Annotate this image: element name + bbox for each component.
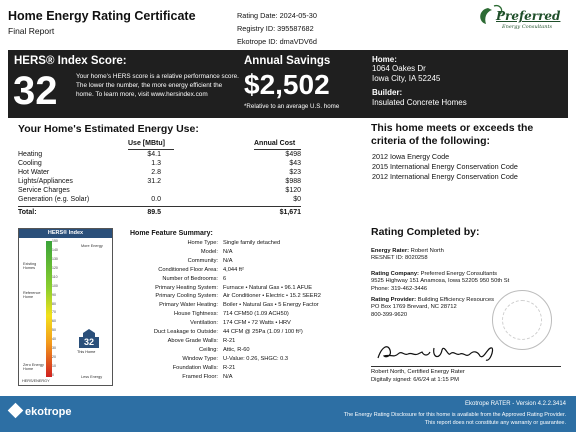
table-row xyxy=(18,169,301,178)
row-label: Cooling xyxy=(18,160,42,167)
table-row xyxy=(18,196,301,205)
ekotrope-mark-icon xyxy=(8,403,24,419)
feature-key: Duct Leakage to Outside: xyxy=(153,329,218,335)
logo-sub: Energy Consultants xyxy=(502,24,553,30)
feature-row xyxy=(130,302,330,311)
feature-value: 6 xyxy=(223,275,227,282)
feature-value: 44 CFM @ 25Pa (1.09 / 100 ft²) xyxy=(223,329,303,335)
feature-row xyxy=(130,329,330,338)
total-label: Total: xyxy=(18,209,37,216)
ekotrope-id: Ekotrope ID: dmaVDV6d xyxy=(237,37,317,46)
signer-name: Robert North, Certified Energy Rater xyxy=(371,369,465,375)
ekotrope-logo xyxy=(10,405,71,418)
feature-summary-heading: Home Feature Summary: xyxy=(130,230,213,237)
reference-home-label: Reference Home xyxy=(23,291,41,299)
row-cost: $498 xyxy=(285,151,301,158)
builder-name: Insulated Concrete Homes xyxy=(372,98,467,107)
table-row xyxy=(18,187,301,196)
feature-key: Primary Water Heating: xyxy=(159,302,218,309)
feature-value: 714 CFM50 (1.09 ACH50) xyxy=(223,311,289,318)
rater-label: Energy Rater: xyxy=(371,248,410,254)
feature-value: N/A xyxy=(223,248,233,255)
row-use: 31.2 xyxy=(147,178,161,185)
col-use-rule xyxy=(128,149,174,150)
company-phone: Phone: 319-462-3446 xyxy=(371,285,428,292)
total-use: 89.5 xyxy=(147,209,161,216)
signature-line xyxy=(371,366,561,367)
rater-block xyxy=(371,248,444,263)
provider-block xyxy=(371,297,494,319)
hers-tick-label: 10 xyxy=(52,364,56,369)
feature-value: U-Value: 0.26, SHGC: 0.3 xyxy=(223,355,289,362)
row-label: Heating xyxy=(18,151,43,158)
feature-row xyxy=(130,293,330,302)
feature-row xyxy=(130,356,330,365)
hers-tick-label: 130 xyxy=(52,256,58,261)
rater-signature xyxy=(376,340,516,364)
feature-key: Conditioned Floor Area: xyxy=(158,266,218,273)
builder-heading: Builder: xyxy=(372,88,403,97)
address-line-2: Iowa City, IA 52245 xyxy=(372,73,441,83)
hers-tick-label: 120 xyxy=(52,265,58,270)
page-title: Home Energy Rating Certificate xyxy=(8,9,196,23)
feature-key: Framed Floor: xyxy=(182,373,218,380)
company-address: 9525 Highway 151 Anamosa, Iowa 52205 950 50th St xyxy=(371,278,510,285)
feature-row xyxy=(130,320,330,329)
total-row xyxy=(18,209,301,218)
hers-tick-label: 70 xyxy=(52,310,56,315)
feature-value: Furnace • Natural Gas • 96.1 AFUE xyxy=(223,284,313,291)
row-label: Generation (e.g. Solar) xyxy=(18,196,90,203)
ekotrope-brand: ekotrope xyxy=(25,406,72,418)
hers-graphic-footnote: HERS/ENERGY xyxy=(22,379,50,383)
col-cost-header: Annual Cost xyxy=(254,140,296,147)
hers-tick-label: 60 xyxy=(52,319,56,324)
existing-homes-label: Existing Homes xyxy=(23,262,37,270)
table-row xyxy=(18,178,301,187)
rating-heading: Rating Completed by: xyxy=(371,226,480,238)
table-row xyxy=(18,151,301,160)
company-name: Preferred Energy Consultants xyxy=(420,271,497,277)
feature-row xyxy=(130,276,330,285)
criteria-item: 2012 Iowa Energy Code xyxy=(372,152,450,161)
more-energy-label: More Energy xyxy=(81,244,103,248)
feature-key: Community: xyxy=(187,257,218,264)
col-use-header: Use [MBtu] xyxy=(128,140,165,147)
row-cost: $120 xyxy=(285,187,301,194)
feature-value: R-21 xyxy=(223,337,236,344)
row-cost: $0 xyxy=(293,196,301,203)
hers-tick-label: 40 xyxy=(52,337,56,342)
footer-note-2: This report does not constitute any warranty or guarantee. xyxy=(424,420,566,426)
hers-graphic-title: HERS® Index xyxy=(19,229,112,238)
hers-tick-label: 110 xyxy=(52,274,58,279)
feature-key: Ventilation: xyxy=(190,320,218,327)
criteria-item: 2015 International Energy Conservation Code xyxy=(372,162,518,171)
row-label: Service Charges xyxy=(18,187,70,194)
less-energy-label: Less Energy xyxy=(81,375,103,379)
footer xyxy=(0,396,576,432)
feature-key: Above Grade Walls: xyxy=(167,337,218,344)
feature-row xyxy=(130,267,330,276)
feature-key: Number of Bedrooms: xyxy=(162,275,218,282)
provider-phone: 800-399-9620 xyxy=(371,311,408,318)
rating-meta xyxy=(237,9,317,48)
hers-tick-label: 100 xyxy=(52,283,58,288)
hers-tick-label: 80 xyxy=(52,301,56,306)
registry-id: Registry ID: 395587682 xyxy=(237,24,314,33)
feature-value: N/A xyxy=(223,373,233,380)
savings-amount: $2,502 xyxy=(244,69,330,100)
this-home-label: This Home xyxy=(77,350,96,354)
feature-row xyxy=(130,240,330,249)
footer-version: Ekotrope RATER - Version 4.2.2.3414 xyxy=(465,401,566,407)
hers-tick-label: 150 xyxy=(52,239,58,243)
criteria-item: 2012 International Energy Conservation Code xyxy=(372,172,518,181)
company-label: Rating Company: xyxy=(371,271,419,277)
resnet-id: RESNET ID: 8020258 xyxy=(371,255,428,262)
feature-key: Foundation Walls: xyxy=(172,364,218,371)
feature-value: 174 CFM • 72 Watts • HRV xyxy=(223,320,291,327)
home-heading: Home: xyxy=(372,55,397,64)
provider-label: Rating Provider: xyxy=(371,297,417,303)
hers-tick-label: 50 xyxy=(52,328,56,333)
row-label: Hot Water xyxy=(18,169,50,176)
criteria-heading: This home meets or exceeds the criteria of the following: xyxy=(371,122,534,147)
feature-key: Window Type: xyxy=(182,355,218,362)
score-banner xyxy=(8,50,568,118)
feature-row xyxy=(130,249,330,258)
hers-tick-label: 20 xyxy=(52,355,56,360)
hers-score-marker: 32 xyxy=(79,337,99,348)
signer-block xyxy=(371,369,465,384)
feature-key: Model: xyxy=(200,248,218,255)
feature-value: 4,044 ft² xyxy=(223,266,244,273)
savings-heading: Annual Savings xyxy=(244,55,331,67)
energy-use-heading: Your Home's Estimated Energy Use: xyxy=(18,123,199,135)
zero-energy-label: Zero Energy Home xyxy=(23,363,44,371)
feature-row xyxy=(130,347,330,356)
col-cost-rule xyxy=(254,149,301,150)
hers-tick-label: 0 xyxy=(52,373,54,377)
feature-value: Air Conditioner • Electric • 15.2 SEER2 xyxy=(223,293,321,300)
feature-key: Home Type: xyxy=(187,240,218,246)
feature-key: Ceiling: xyxy=(199,346,218,353)
provider-address: PO Box 1769 Brevard, NC 28712 xyxy=(371,304,457,311)
row-use: 2.8 xyxy=(151,169,161,176)
hers-tick-label: 30 xyxy=(52,346,56,351)
row-cost: $43 xyxy=(289,160,301,167)
table-row xyxy=(18,160,301,169)
row-label: Lights/Appliances xyxy=(18,178,73,185)
hers-tick-label: 140 xyxy=(52,247,58,252)
feature-value: N/A xyxy=(223,257,233,264)
feature-value: Single family detached xyxy=(223,240,281,246)
company-block xyxy=(371,271,509,293)
row-cost: $23 xyxy=(289,169,301,176)
company-logo xyxy=(474,2,574,42)
rating-date: Rating Date: 2024-05-30 xyxy=(237,11,317,20)
hers-tick-label: 90 xyxy=(52,292,56,297)
rater-name: Robert North xyxy=(410,248,444,254)
feature-row xyxy=(130,285,330,294)
feature-row xyxy=(130,374,330,383)
feature-row xyxy=(130,258,330,267)
total-cost: $1,671 xyxy=(279,209,301,216)
total-rule xyxy=(18,206,301,207)
address-line-1: 1064 Oakes Dr xyxy=(372,64,426,73)
feature-row xyxy=(130,311,330,320)
home-address xyxy=(372,64,440,83)
feature-value: Boiler • Natural Gas • 5 Energy Factor xyxy=(223,302,319,309)
provider-name: Building Efficiency Resources xyxy=(417,297,494,303)
row-use: 1.3 xyxy=(151,160,161,167)
hers-description: Your home's HERS score is a relative performance score. The lower the number, the more energy efficient the home. To learn more, visit www.hersindex.com xyxy=(76,73,239,98)
row-cost: $988 xyxy=(285,178,301,185)
hers-index-graphic xyxy=(18,228,113,386)
row-use: $4.1 xyxy=(147,151,161,158)
savings-note: *Relative to an average U.S. home xyxy=(244,103,340,110)
signed-date: Digitally signed: 6/6/24 at 1:15 PM xyxy=(371,376,459,383)
page-subtitle: Final Report xyxy=(8,26,55,36)
feature-value: Attic, R-60 xyxy=(223,346,250,353)
row-use: 0.0 xyxy=(151,196,161,203)
hers-score: 32 xyxy=(13,69,58,113)
footer-note-1: The Energy Rating Disclosure for this home is available from the Approved Rating Provider. xyxy=(343,412,566,418)
feature-row xyxy=(130,365,330,374)
logo-name: Preferred xyxy=(496,9,561,23)
hers-heading: HERS® Index Score: xyxy=(14,55,127,67)
feature-value: R-21 xyxy=(223,364,236,371)
feature-key: House Tightness: xyxy=(174,311,218,318)
feature-key: Primary Cooling System: xyxy=(155,293,218,300)
feature-row xyxy=(130,338,330,347)
feature-key: Primary Heating System: xyxy=(155,284,218,291)
